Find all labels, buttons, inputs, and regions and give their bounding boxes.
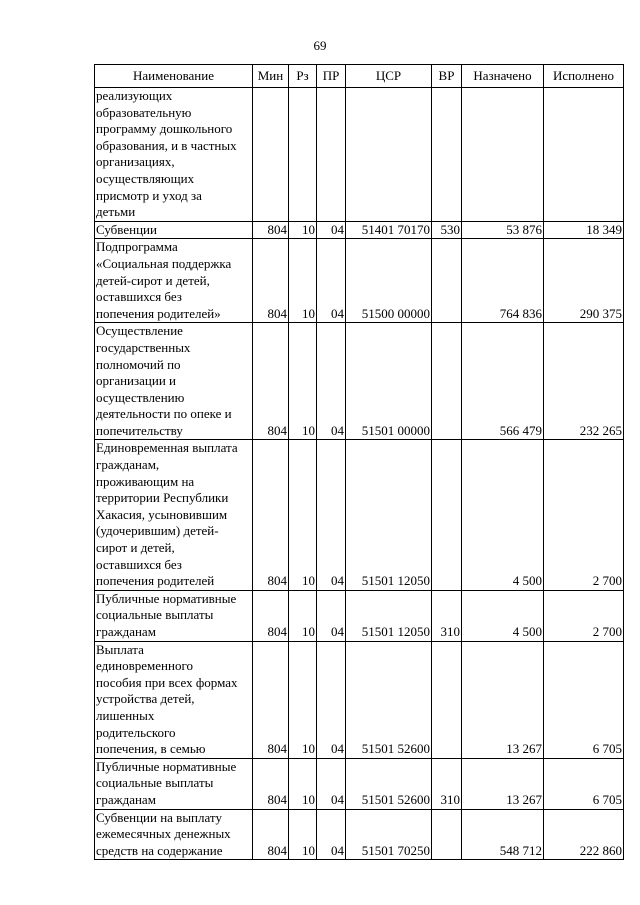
header-min: Мин xyxy=(253,65,289,88)
row-executed-cell: 18 349 xyxy=(544,221,624,239)
row-csr-cell: 51501 12050 xyxy=(346,440,432,590)
table-row xyxy=(95,88,624,222)
row-pr-cell xyxy=(317,88,346,222)
row-name-cell: Выплата единовременного пособия при всех формах устройства детей, лишенных родительского попечения, в семью xyxy=(95,641,253,758)
header-vr: ВР xyxy=(432,65,462,88)
row-vr-cell xyxy=(432,641,462,758)
row-csr-cell: 51501 12050 xyxy=(346,590,432,641)
row-name-cell: Осуществление государственных полномочий по организации и осуществлению деятельности по опеке и попечительству xyxy=(95,323,253,440)
row-min-cell: 804 xyxy=(253,239,289,323)
row-csr-cell: 51500 00000 xyxy=(346,239,432,323)
row-pr-cell: 04 xyxy=(317,590,346,641)
row-rz-cell: 10 xyxy=(289,440,317,590)
row-min-cell: 804 xyxy=(253,440,289,590)
table-row xyxy=(95,323,624,440)
row-assigned-cell: 53 876 xyxy=(462,221,544,239)
row-pr-cell: 04 xyxy=(317,758,346,809)
row-min-cell: 804 xyxy=(253,221,289,239)
row-assigned-cell: 4 500 xyxy=(462,440,544,590)
row-name-cell: реализующих образовательную программу дошкольного образования, и в частных организациях, осуществляющих присмотр и уход за детьми xyxy=(95,88,253,222)
row-name-cell: Субвенции xyxy=(95,221,253,239)
row-rz-cell: 10 xyxy=(289,758,317,809)
row-executed-cell: 2 700 xyxy=(544,440,624,590)
row-min-cell: 804 xyxy=(253,641,289,758)
row-assigned-cell: 548 712 xyxy=(462,809,544,860)
header-csr: ЦСР xyxy=(346,65,432,88)
row-min-cell: 804 xyxy=(253,758,289,809)
row-assigned-cell: 13 267 xyxy=(462,758,544,809)
table-row xyxy=(95,221,624,239)
table-header-row xyxy=(95,65,624,88)
row-rz-cell: 10 xyxy=(289,641,317,758)
row-pr-cell: 04 xyxy=(317,221,346,239)
header-pr: ПР xyxy=(317,65,346,88)
row-vr-cell xyxy=(432,88,462,222)
page-number: 69 xyxy=(313,38,327,53)
row-min-cell: 804 xyxy=(253,590,289,641)
row-vr-cell xyxy=(432,239,462,323)
row-rz-cell xyxy=(289,88,317,222)
row-assigned-cell: 4 500 xyxy=(462,590,544,641)
row-rz-cell: 10 xyxy=(289,239,317,323)
table-row xyxy=(95,758,624,809)
row-name-cell: Публичные нормативные социальные выплаты гражданам xyxy=(95,758,253,809)
row-executed-cell: 2 700 xyxy=(544,590,624,641)
row-vr-cell xyxy=(432,323,462,440)
row-executed-cell: 222 860 xyxy=(544,809,624,860)
row-executed-cell: 290 375 xyxy=(544,239,624,323)
row-rz-cell: 10 xyxy=(289,221,317,239)
row-executed-cell: 232 265 xyxy=(544,323,624,440)
row-vr-cell xyxy=(432,809,462,860)
row-assigned-cell: 764 836 xyxy=(462,239,544,323)
row-executed-cell xyxy=(544,88,624,222)
header-rz: Рз xyxy=(289,65,317,88)
row-csr-cell: 51501 70250 xyxy=(346,809,432,860)
row-min-cell: 804 xyxy=(253,809,289,860)
header-assigned: Назначено xyxy=(462,65,544,88)
row-pr-cell: 04 xyxy=(317,239,346,323)
table-row xyxy=(95,590,624,641)
row-pr-cell: 04 xyxy=(317,323,346,440)
row-vr-cell: 310 xyxy=(432,758,462,809)
table-row xyxy=(95,440,624,590)
budget-execution-table xyxy=(94,64,624,860)
row-name-cell: Публичные нормативные социальные выплаты гражданам xyxy=(95,590,253,641)
row-name-cell: Подпрограмма «Социальная поддержка детей-сирот и детей, оставшихся без попечения родителей» xyxy=(95,239,253,323)
row-vr-cell xyxy=(432,440,462,590)
row-min-cell: 804 xyxy=(253,323,289,440)
row-assigned-cell: 566 479 xyxy=(462,323,544,440)
row-csr-cell: 51501 00000 xyxy=(346,323,432,440)
row-executed-cell: 6 705 xyxy=(544,758,624,809)
row-rz-cell: 10 xyxy=(289,323,317,440)
row-pr-cell: 04 xyxy=(317,440,346,590)
row-csr-cell: 51401 70170 xyxy=(346,221,432,239)
row-name-cell: Единовременная выплата гражданам, проживающим на территории Республики Хакасия, усыновившим (удочерившим) детей- сирот и детей, оставшихся без попечения родителей xyxy=(95,440,253,590)
row-pr-cell: 04 xyxy=(317,809,346,860)
table-row xyxy=(95,239,624,323)
row-vr-cell: 530 xyxy=(432,221,462,239)
table-row xyxy=(95,641,624,758)
row-csr-cell xyxy=(346,88,432,222)
row-csr-cell: 51501 52600 xyxy=(346,758,432,809)
row-rz-cell: 10 xyxy=(289,590,317,641)
table-body xyxy=(95,88,624,860)
row-min-cell xyxy=(253,88,289,222)
table-row xyxy=(95,809,624,860)
row-assigned-cell xyxy=(462,88,544,222)
row-name-cell: Субвенции на выплату ежемесячных денежных средств на содержание xyxy=(95,809,253,860)
row-csr-cell: 51501 52600 xyxy=(346,641,432,758)
row-vr-cell: 310 xyxy=(432,590,462,641)
row-assigned-cell: 13 267 xyxy=(462,641,544,758)
row-pr-cell: 04 xyxy=(317,641,346,758)
row-executed-cell: 6 705 xyxy=(544,641,624,758)
header-executed: Исполнено xyxy=(544,65,624,88)
row-rz-cell: 10 xyxy=(289,809,317,860)
header-name: Наименование xyxy=(95,65,253,88)
